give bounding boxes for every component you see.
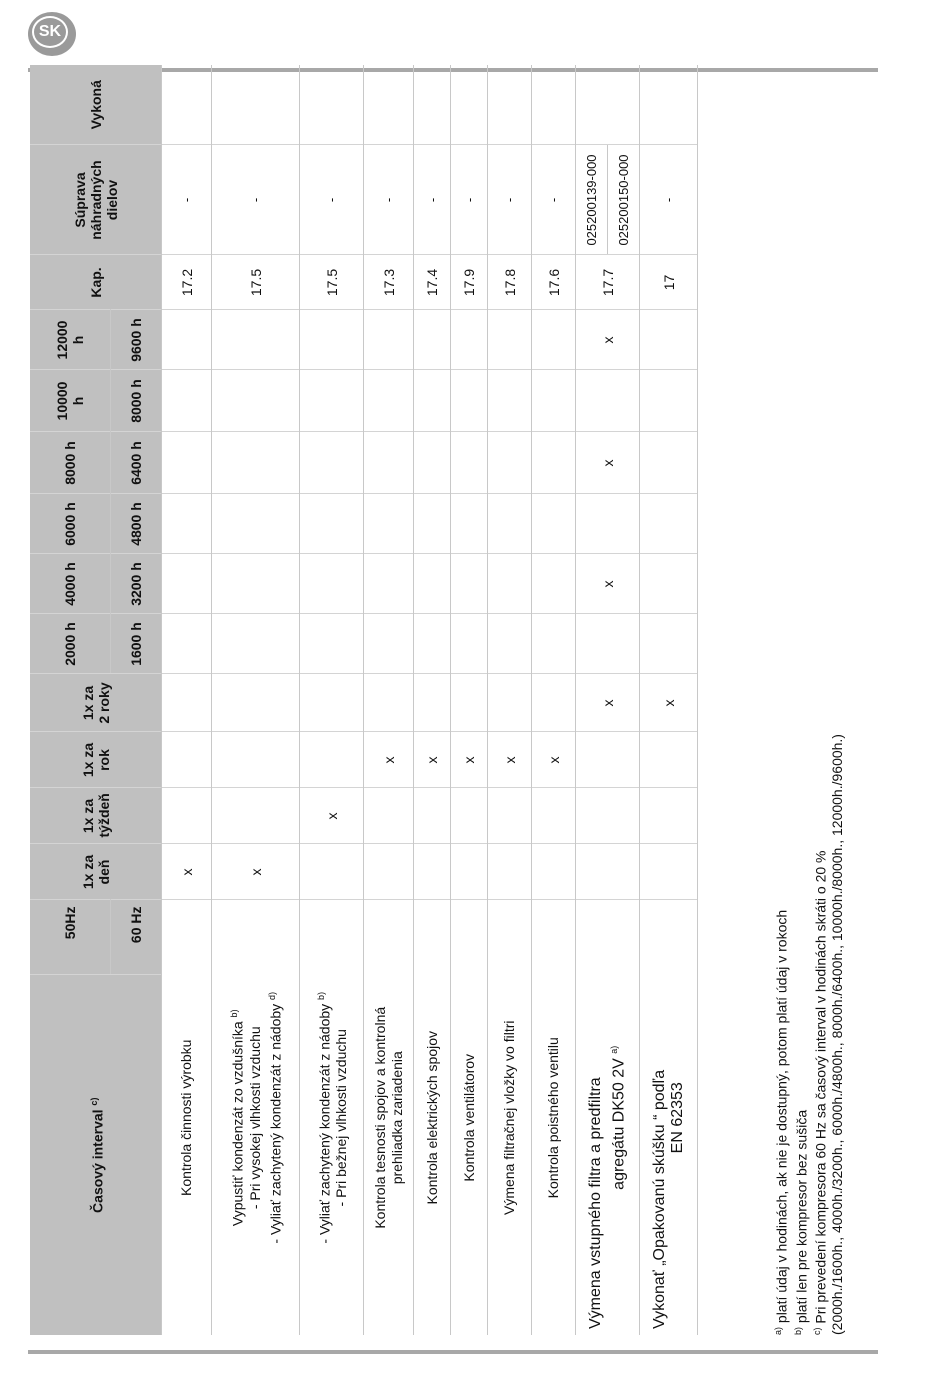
- row-mark: [640, 614, 698, 674]
- row-mark: [532, 310, 576, 370]
- row-kap: 17.6: [532, 255, 576, 310]
- header-60hz: 60 Hz: [111, 900, 162, 975]
- row-part: -: [414, 145, 451, 255]
- footnote-a-sup: a): [773, 1326, 783, 1335]
- row-mark: [364, 788, 414, 844]
- header-col-10000h: 10000 h: [30, 370, 111, 432]
- row-part: -: [300, 145, 364, 255]
- row-description: [640, 900, 698, 1335]
- header-col-2000h: 2000 h: [30, 614, 111, 674]
- row-mark: [576, 494, 640, 554]
- row-mark: [414, 370, 451, 432]
- row-mark: [212, 370, 300, 432]
- row-part: -: [162, 145, 212, 255]
- row-vykona: [576, 65, 640, 145]
- row-description: [451, 900, 488, 1335]
- row-mark: [414, 844, 451, 900]
- row-mark: x: [488, 732, 532, 788]
- row-part-cell: [576, 145, 640, 255]
- row-mark: [300, 844, 364, 900]
- row-desc-line: [605, 907, 628, 1330]
- header-col-weekly: 1x za týždeň: [30, 788, 162, 844]
- row-mark: [162, 310, 212, 370]
- row-desc-line: Kontrola poistného ventilu: [545, 1037, 561, 1199]
- row-mark: x: [364, 732, 414, 788]
- row-mark: [488, 432, 532, 494]
- row-vykona: [640, 65, 698, 145]
- row-mark: [364, 674, 414, 732]
- row-mark: [488, 494, 532, 554]
- row-vykona: [414, 65, 451, 145]
- row-mark: [488, 788, 532, 844]
- row-vykona: [300, 65, 364, 145]
- footnote-c-text: Pri prevedení kompresora 60 Hz sa časový interval v hodinách skráti o 20 %: [812, 850, 829, 1324]
- row-mark: x: [414, 732, 451, 788]
- header-col-6400h: 6400 h: [111, 432, 162, 494]
- row-desc-line: Kontrola ventilátorov: [460, 1053, 477, 1182]
- row-desc-line: Kontrola tesnosti spojov a kontrolná: [371, 1006, 388, 1229]
- row-mark: [532, 370, 576, 432]
- row-mark: x: [451, 732, 488, 788]
- row-mark: [451, 844, 488, 900]
- row-desc-sup: d): [267, 991, 277, 1000]
- row-desc-text: - Vyliať zachytený kondenzát z nádoby: [267, 1003, 284, 1244]
- row-desc-text: - Vyliať zachytený kondenzát z nádoby: [316, 1003, 333, 1244]
- row-mark: [451, 494, 488, 554]
- row-vykona: [162, 65, 212, 145]
- row-vykona: [451, 65, 488, 145]
- row-mark: [364, 614, 414, 674]
- header-col-3200h: 3200 h: [111, 554, 162, 614]
- row-mark: [414, 674, 451, 732]
- row-mark: [640, 494, 698, 554]
- row-desc-text: agregátu DK50 2V: [610, 1058, 628, 1190]
- row-mark: [212, 432, 300, 494]
- header-kap: Kap.: [30, 255, 162, 310]
- row-mark: [300, 732, 364, 788]
- row-mark: [532, 494, 576, 554]
- row-mark: [532, 614, 576, 674]
- row-mark: [532, 788, 576, 844]
- row-mark: [488, 370, 532, 432]
- row-kap: 17.5: [300, 255, 364, 310]
- row-vykona: [488, 65, 532, 145]
- row-mark: x: [640, 674, 698, 732]
- row-mark: [414, 554, 451, 614]
- row-mark: [488, 844, 532, 900]
- header-col-6000h: 6000 h: [30, 494, 111, 554]
- row-mark: [640, 310, 698, 370]
- row-desc-sup: b): [229, 1009, 240, 1018]
- header-interval-label: Časový interval: [89, 1109, 106, 1213]
- row-part: -: [364, 145, 414, 255]
- table-row: [532, 65, 576, 1335]
- row-part: -: [212, 145, 300, 255]
- header-col-yearly: 1x za rok: [30, 732, 162, 788]
- header-vykona: Vykoná: [30, 65, 162, 145]
- row-description: [414, 900, 451, 1335]
- row-mark: [162, 674, 212, 732]
- header-interval: [30, 975, 162, 1335]
- row-mark: x: [576, 674, 640, 732]
- row-desc-line: prehliadka zariadenia: [388, 1051, 405, 1185]
- row-mark: [488, 310, 532, 370]
- row-desc-line: - Pri bežnej vlhkosti vzduchu: [333, 1029, 350, 1207]
- row-desc-line: Kontrola činnosti výrobku: [178, 1039, 194, 1196]
- row-desc-line: [226, 907, 247, 1330]
- language-badge: [28, 12, 76, 56]
- row-mark: [212, 614, 300, 674]
- table-row: [300, 65, 364, 1335]
- row-mark: [451, 788, 488, 844]
- table-row: [162, 65, 212, 1335]
- row-mark: [576, 370, 640, 432]
- footnote-c: [809, 145, 829, 1335]
- row-mark: [451, 614, 488, 674]
- row-description: [212, 900, 300, 1335]
- footnote-b-text: platí len pre kompresor bez sušiča: [793, 1109, 810, 1324]
- row-desc-text: Vypustiť kondenzát zo vzdušníka: [230, 1021, 246, 1227]
- footnotes: [770, 145, 845, 1335]
- header-col-4000h: 4000 h: [30, 554, 111, 614]
- row-desc-line: Výmena filtračnej vložky vo filtri: [501, 1020, 517, 1216]
- row-description: [532, 900, 576, 1335]
- row-desc-line: Výmena vstupného filtra a predfiltra: [586, 1077, 604, 1329]
- row-mark: [212, 554, 300, 614]
- row-mark: [532, 674, 576, 732]
- row-mark: x: [300, 788, 364, 844]
- header-col-4800h: 4800 h: [111, 494, 162, 554]
- row-mark: [300, 554, 364, 614]
- row-kap: 17.4: [414, 255, 451, 310]
- row-description: [488, 900, 532, 1335]
- row-mark: [300, 310, 364, 370]
- header-col-12000h: 12000 h: [30, 310, 111, 370]
- row-desc-sup: a): [608, 1045, 619, 1054]
- bottom-divider: [28, 1350, 878, 1354]
- row-mark: [640, 788, 698, 844]
- row-mark: [488, 554, 532, 614]
- row-mark: [488, 674, 532, 732]
- row-mark: x: [532, 732, 576, 788]
- header-50hz: 50Hz: [30, 900, 111, 975]
- row-mark: [576, 788, 640, 844]
- header-col-2years: 1x za 2 roky: [30, 674, 162, 732]
- row-mark: [364, 370, 414, 432]
- table-row: [640, 65, 698, 1335]
- row-mark: [451, 310, 488, 370]
- row-mark: [212, 494, 300, 554]
- row-vykona: [532, 65, 576, 145]
- row-mark: [451, 674, 488, 732]
- row-mark: [414, 494, 451, 554]
- row-vykona: [212, 65, 300, 145]
- row-mark: [364, 432, 414, 494]
- row-mark: [532, 844, 576, 900]
- table-row: [576, 65, 640, 1335]
- row-kap: 17: [640, 255, 698, 310]
- row-mark: [414, 614, 451, 674]
- row-description: [364, 900, 414, 1335]
- row-mark: [364, 844, 414, 900]
- row-mark: [300, 674, 364, 732]
- row-mark: [364, 554, 414, 614]
- row-mark: [212, 310, 300, 370]
- row-desc-line: Vykonať „Opakovanú skúšku “ podľa: [650, 1069, 668, 1329]
- row-mark: [576, 732, 640, 788]
- row-mark: [212, 674, 300, 732]
- row-mark: [414, 432, 451, 494]
- row-mark: x: [576, 432, 640, 494]
- maintenance-interval-table: [30, 65, 698, 1335]
- row-mark: [451, 370, 488, 432]
- row-kap: 17.5: [212, 255, 300, 310]
- row-mark: [364, 310, 414, 370]
- row-mark: x: [576, 310, 640, 370]
- row-part: -: [640, 145, 698, 255]
- row-desc-line: EN 62353: [668, 1082, 686, 1154]
- row-desc-line: Kontrola elektrických spojov: [423, 1030, 440, 1205]
- row-description: [162, 900, 212, 1335]
- header-col-8000h: 8000 h: [30, 432, 111, 494]
- row-mark: [300, 614, 364, 674]
- footnote-a: [770, 145, 790, 1335]
- header-parts: Súprava náhradných dielov: [30, 145, 162, 255]
- row-mark: [162, 432, 212, 494]
- row-mark: [640, 370, 698, 432]
- footnote-b-sup: b): [792, 1326, 803, 1335]
- language-badge-label: SK: [32, 16, 68, 48]
- header-col-1600h: 1600 h: [111, 614, 162, 674]
- header-row-50hz: [30, 65, 111, 1335]
- footnote-c-sup: c): [812, 1327, 823, 1335]
- footnote-a-text: platí údaj v hodinách, ak nie je dostupný, potom platí údaj v rokoch: [773, 909, 790, 1324]
- row-mark: x: [576, 554, 640, 614]
- row-mark: [532, 554, 576, 614]
- row-mark: [300, 432, 364, 494]
- row-mark: [162, 732, 212, 788]
- row-mark: [162, 788, 212, 844]
- footnote-b: [790, 145, 810, 1335]
- row-mark: [414, 310, 451, 370]
- row-vykona: [364, 65, 414, 145]
- rotated-page-content: [30, 80, 910, 1335]
- row-kap: 17.7: [576, 255, 640, 310]
- row-mark: [640, 432, 698, 494]
- row-mark: [451, 554, 488, 614]
- row-part: 025200139-000: [576, 146, 608, 255]
- footnote-c-detail: (2000h./1600h., 4000h./3200h., 6000h./4800h., 8000h./6400h., 10000h./8000h., 12000h./9600h.): [828, 734, 845, 1335]
- table-row: [212, 65, 300, 1335]
- row-mark: [532, 432, 576, 494]
- row-mark: [364, 494, 414, 554]
- row-mark: [414, 788, 451, 844]
- row-mark: [488, 614, 532, 674]
- row-part-2: 025200150-000: [616, 154, 631, 246]
- row-mark: [162, 554, 212, 614]
- row-mark: [162, 370, 212, 432]
- row-mark: [640, 554, 698, 614]
- row-mark: [451, 432, 488, 494]
- row-desc-sup: b): [315, 991, 326, 1000]
- table-row: [451, 65, 488, 1335]
- row-mark: [576, 844, 640, 900]
- row-mark: [300, 370, 364, 432]
- table-row: [488, 65, 532, 1335]
- row-desc-line: - Pri vysokej vlhkosti vzduchu: [247, 1026, 263, 1210]
- row-kap: 17.8: [488, 255, 532, 310]
- row-mark: [162, 494, 212, 554]
- table-row: [414, 65, 451, 1335]
- header-col-8000h-60: 8000 h: [111, 370, 162, 432]
- row-kap: 17.3: [364, 255, 414, 310]
- header-interval-sup: c): [88, 1097, 99, 1106]
- table-row: [364, 65, 414, 1335]
- row-mark: x: [162, 844, 212, 900]
- row-mark: [162, 614, 212, 674]
- header-col-daily: 1x za deň: [30, 844, 162, 900]
- row-desc-line: [313, 907, 334, 1330]
- row-part: -: [488, 145, 532, 255]
- row-mark: [640, 732, 698, 788]
- row-mark: [640, 844, 698, 900]
- row-desc-line: [264, 907, 285, 1330]
- row-part: -: [451, 145, 488, 255]
- row-kap: 17.2: [162, 255, 212, 310]
- row-mark: [300, 494, 364, 554]
- row-description: [576, 900, 640, 1335]
- header-col-9600h: 9600 h: [111, 310, 162, 370]
- row-mark: [212, 732, 300, 788]
- row-description: [300, 900, 364, 1335]
- row-part: -: [532, 145, 576, 255]
- row-mark: x: [212, 844, 300, 900]
- row-kap: 17.9: [451, 255, 488, 310]
- row-mark: [212, 788, 300, 844]
- row-mark: [576, 614, 640, 674]
